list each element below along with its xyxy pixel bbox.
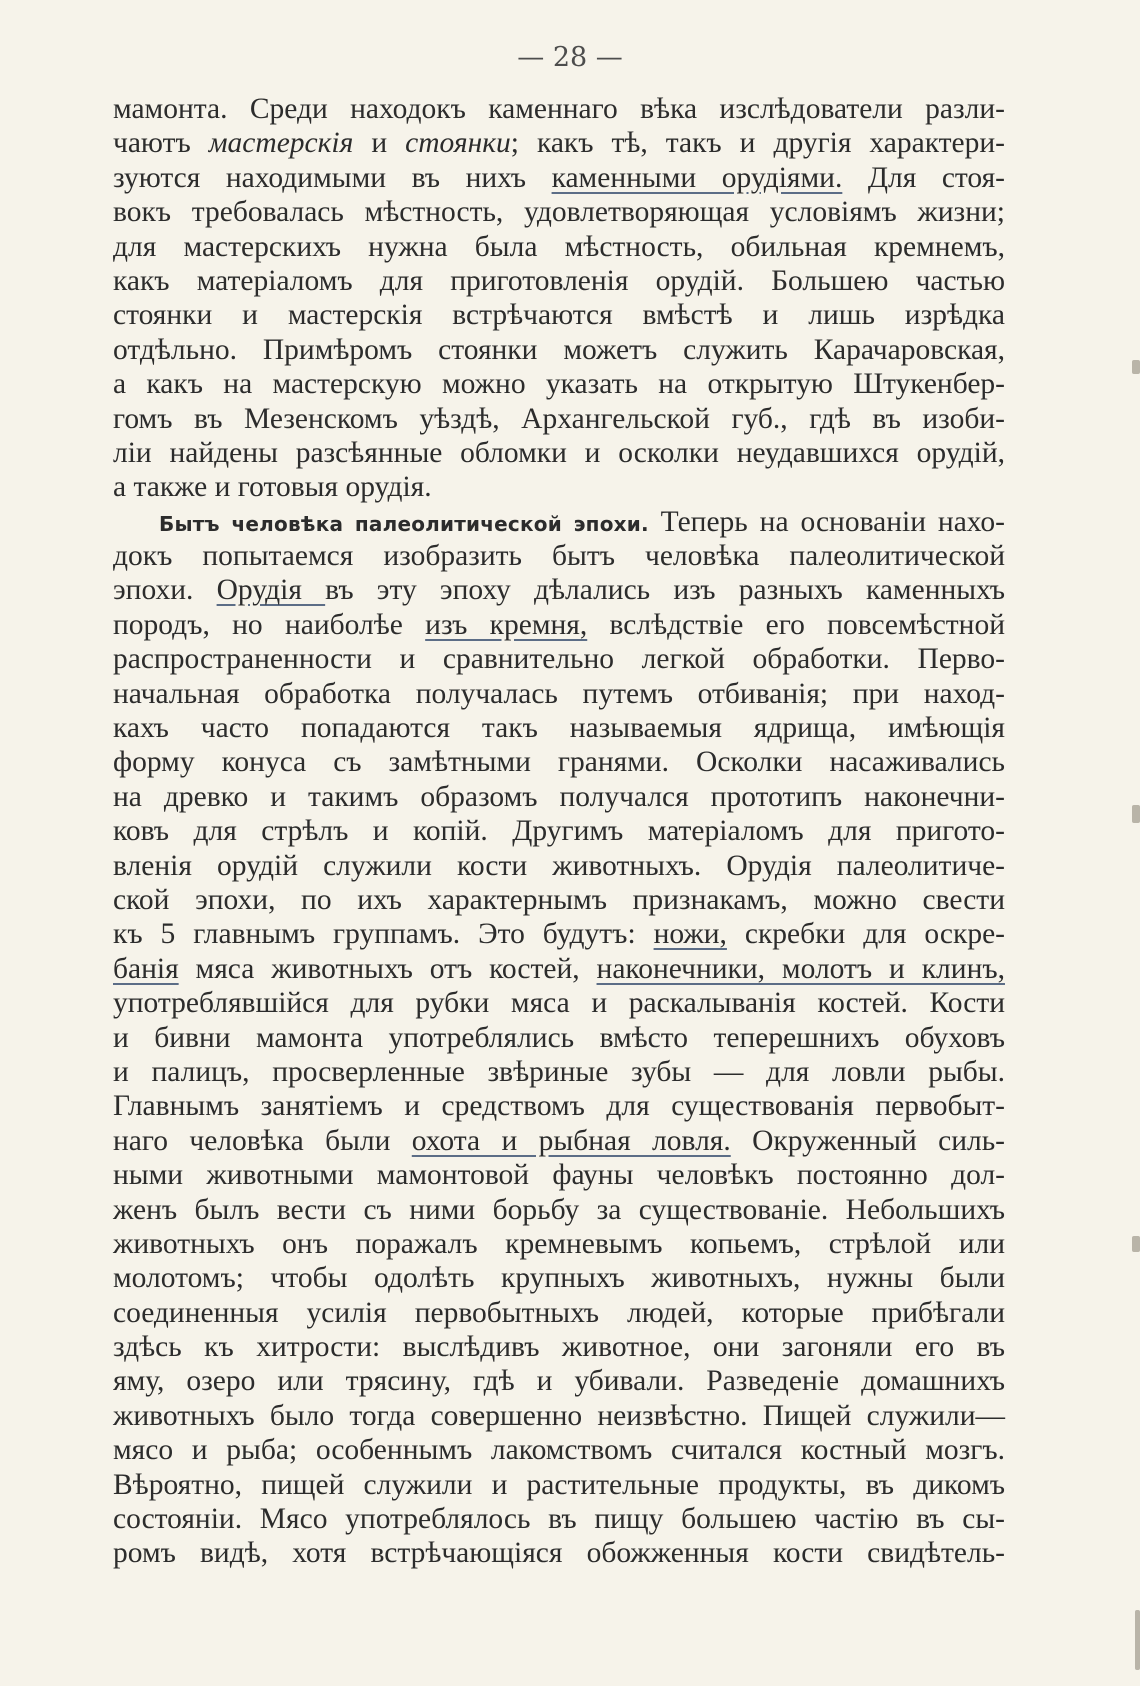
text-line: вленія орудій служили кости животныхъ. Орудія палеолитиче- — [113, 849, 1005, 882]
page-edge-mark — [1132, 360, 1140, 374]
italic-term: стоянки — [405, 127, 511, 160]
text-line: ромъ видѣ, хотя встрѣчающіяся обожженныя кости свидѣтель- — [113, 1537, 1005, 1570]
text-line: породъ, но наиболѣе изъ кремня, вслѣдствіе его повсемѣстной — [113, 608, 1005, 641]
italic-term: мастерскія — [208, 127, 354, 160]
text-line: животныхъ онъ поражалъ кремневымъ копьемъ, стрѣлой или — [113, 1227, 1005, 1260]
text-line: вокъ требовалась мѣстность, удовлетворяющая условіямъ жизни; — [113, 196, 1005, 229]
page-number: — 28 — — [517, 42, 623, 73]
section-heading: Бытъ человѣка палеолитической эпохи. — [159, 511, 649, 536]
text-line: докъ попытаемся изобразить бытъ человѣка палеолитической — [113, 540, 1005, 573]
text-line: стоянки и мастерскія встрѣчаются вмѣстѣ и лишь изрѣдка — [113, 299, 1005, 332]
text-line: форму конуса съ замѣтными гранями. Осколки насаживались — [113, 746, 1005, 779]
text-line: а какъ на мастерскую можно указать на открытую Штукенбер- — [113, 368, 1005, 401]
underlined-phrase: наконечники, молотъ и клинъ, — [596, 952, 1005, 985]
text-line: мамонта. Среди находокъ каменнаго вѣка изслѣдователи разли- — [113, 93, 1005, 125]
text-line: для мастерскихъ нужна была мѣстность, обильная кремнемъ, — [113, 230, 1005, 263]
underlined-phrase: Орудія — [216, 574, 326, 607]
text-line: Бытъ человѣка палеолитической эпохи. Теперь на основаніи нахо- — [159, 505, 1005, 538]
text-line: банія мяса животныхъ отъ костей, наконечники, молотъ и клинъ, — [113, 952, 1005, 985]
text-line: распространенности и сравнительно легкой обработки. Перво- — [113, 643, 1005, 676]
underlined-phrase: охота и рыбная ловля. — [411, 1124, 731, 1157]
text-line: состояніи. Мясо употреблялось въ пищу большею частію въ сы- — [113, 1503, 1005, 1536]
text-line: зуются находимыми въ нихъ каменными орудіями. Для стоя- — [113, 161, 1006, 194]
text-line: кахъ часто попадаются такъ называемыя ядрища, имѣющія — [113, 712, 1005, 745]
text-line: а также и готовыя орудія. — [113, 471, 432, 504]
text-line: чаютъ мастерскія и стоянки; какъ тѣ, такъ и другія характери- — [113, 127, 1005, 160]
page-edge-mark — [1135, 1610, 1140, 1670]
text-line: и бивни мамонта употреблялись вмѣсто теперешнихъ обуховъ — [113, 1021, 1005, 1054]
text-line: начальная обработка получалась путемъ отбиванія; при наход- — [113, 677, 1005, 710]
underlined-phrase: изъ кремня, — [425, 608, 588, 641]
text-line: ской эпохи, по ихъ характернымъ признакамъ, можно свести — [113, 883, 1005, 916]
text-line: гомъ въ Мезенскомъ уѣздѣ, Архангельской губ., гдѣ въ изоби- — [113, 402, 1005, 435]
page-edge-mark — [1132, 1236, 1140, 1252]
text-line: ліи найдены разсѣянные обломки и осколки неудавшихся орудій, — [113, 436, 1005, 469]
page-edge-mark — [1132, 805, 1140, 823]
text-line: къ 5 главнымъ группамъ. Это будутъ: ножи, скребки для оскре- — [113, 918, 1005, 951]
text-line: ковъ для стрѣлъ и копій. Другимъ матеріаломъ для пригото- — [113, 815, 1005, 848]
body-text — [113, 92, 1005, 1571]
text-line: мясо и рыба; особеннымъ лакомствомъ считался костный мозгъ. — [113, 1434, 1005, 1467]
text-line: отдѣльно. Примѣромъ стоянки можетъ служить Карачаровская, — [113, 333, 1005, 366]
text-line: Главнымъ занятіемъ и средствомъ для существованія первобыт- — [113, 1090, 1005, 1123]
underlined-phrase: каменными орудіями. — [551, 161, 843, 194]
text-line: молотомъ; чтобы одолѣть крупныхъ животныхъ, нужны были — [113, 1262, 1005, 1295]
text-line: какъ матеріаломъ для приготовленія орудій. Большею частью — [113, 264, 1005, 297]
text-line: ными животными мамонтовой фауны человѣкъ постоянно дол- — [113, 1159, 1005, 1192]
underlined-phrase: ножи, — [653, 918, 727, 951]
text-line: эпохи. Орудія въ эту эпоху дѣлались изъ разныхъ каменныхъ — [113, 574, 1005, 607]
paragraph-2 — [113, 505, 1005, 1571]
text-line: употреблявшійся для рубки мяса и раскалыванія костей. Кости — [113, 987, 1005, 1020]
text-line: Вѣроятно, пищей служили и растительные продукты, въ дикомъ — [113, 1468, 1005, 1501]
text-line: наго человѣка были охота и рыбная ловля. Окруженный силь- — [113, 1124, 1005, 1157]
text-line: соединенныя усилія первобытныхъ людей, которые прибѣгали — [113, 1296, 1005, 1329]
text-line: на древко и такимъ образомъ получался прототипъ наконечни- — [113, 780, 1005, 813]
underlined-phrase: банія — [113, 952, 179, 985]
paragraph-1 — [113, 92, 1005, 505]
text-line: здѣсь къ хитрости: выслѣдивъ животное, они загоняли его въ — [113, 1331, 1005, 1364]
text-line: женъ былъ вести съ ними борьбу за существованіе. Небольшихъ — [113, 1193, 1005, 1226]
text-line: яму, озеро или трясину, гдѣ и убивали. Разведеніе домашнихъ — [113, 1365, 1005, 1398]
text-line: и палицъ, просверленные звѣриные зубы — для ловли рыбы. — [113, 1055, 1005, 1088]
text-line: животныхъ было тогда совершенно неизвѣстно. Пищей служили— — [113, 1399, 1005, 1432]
